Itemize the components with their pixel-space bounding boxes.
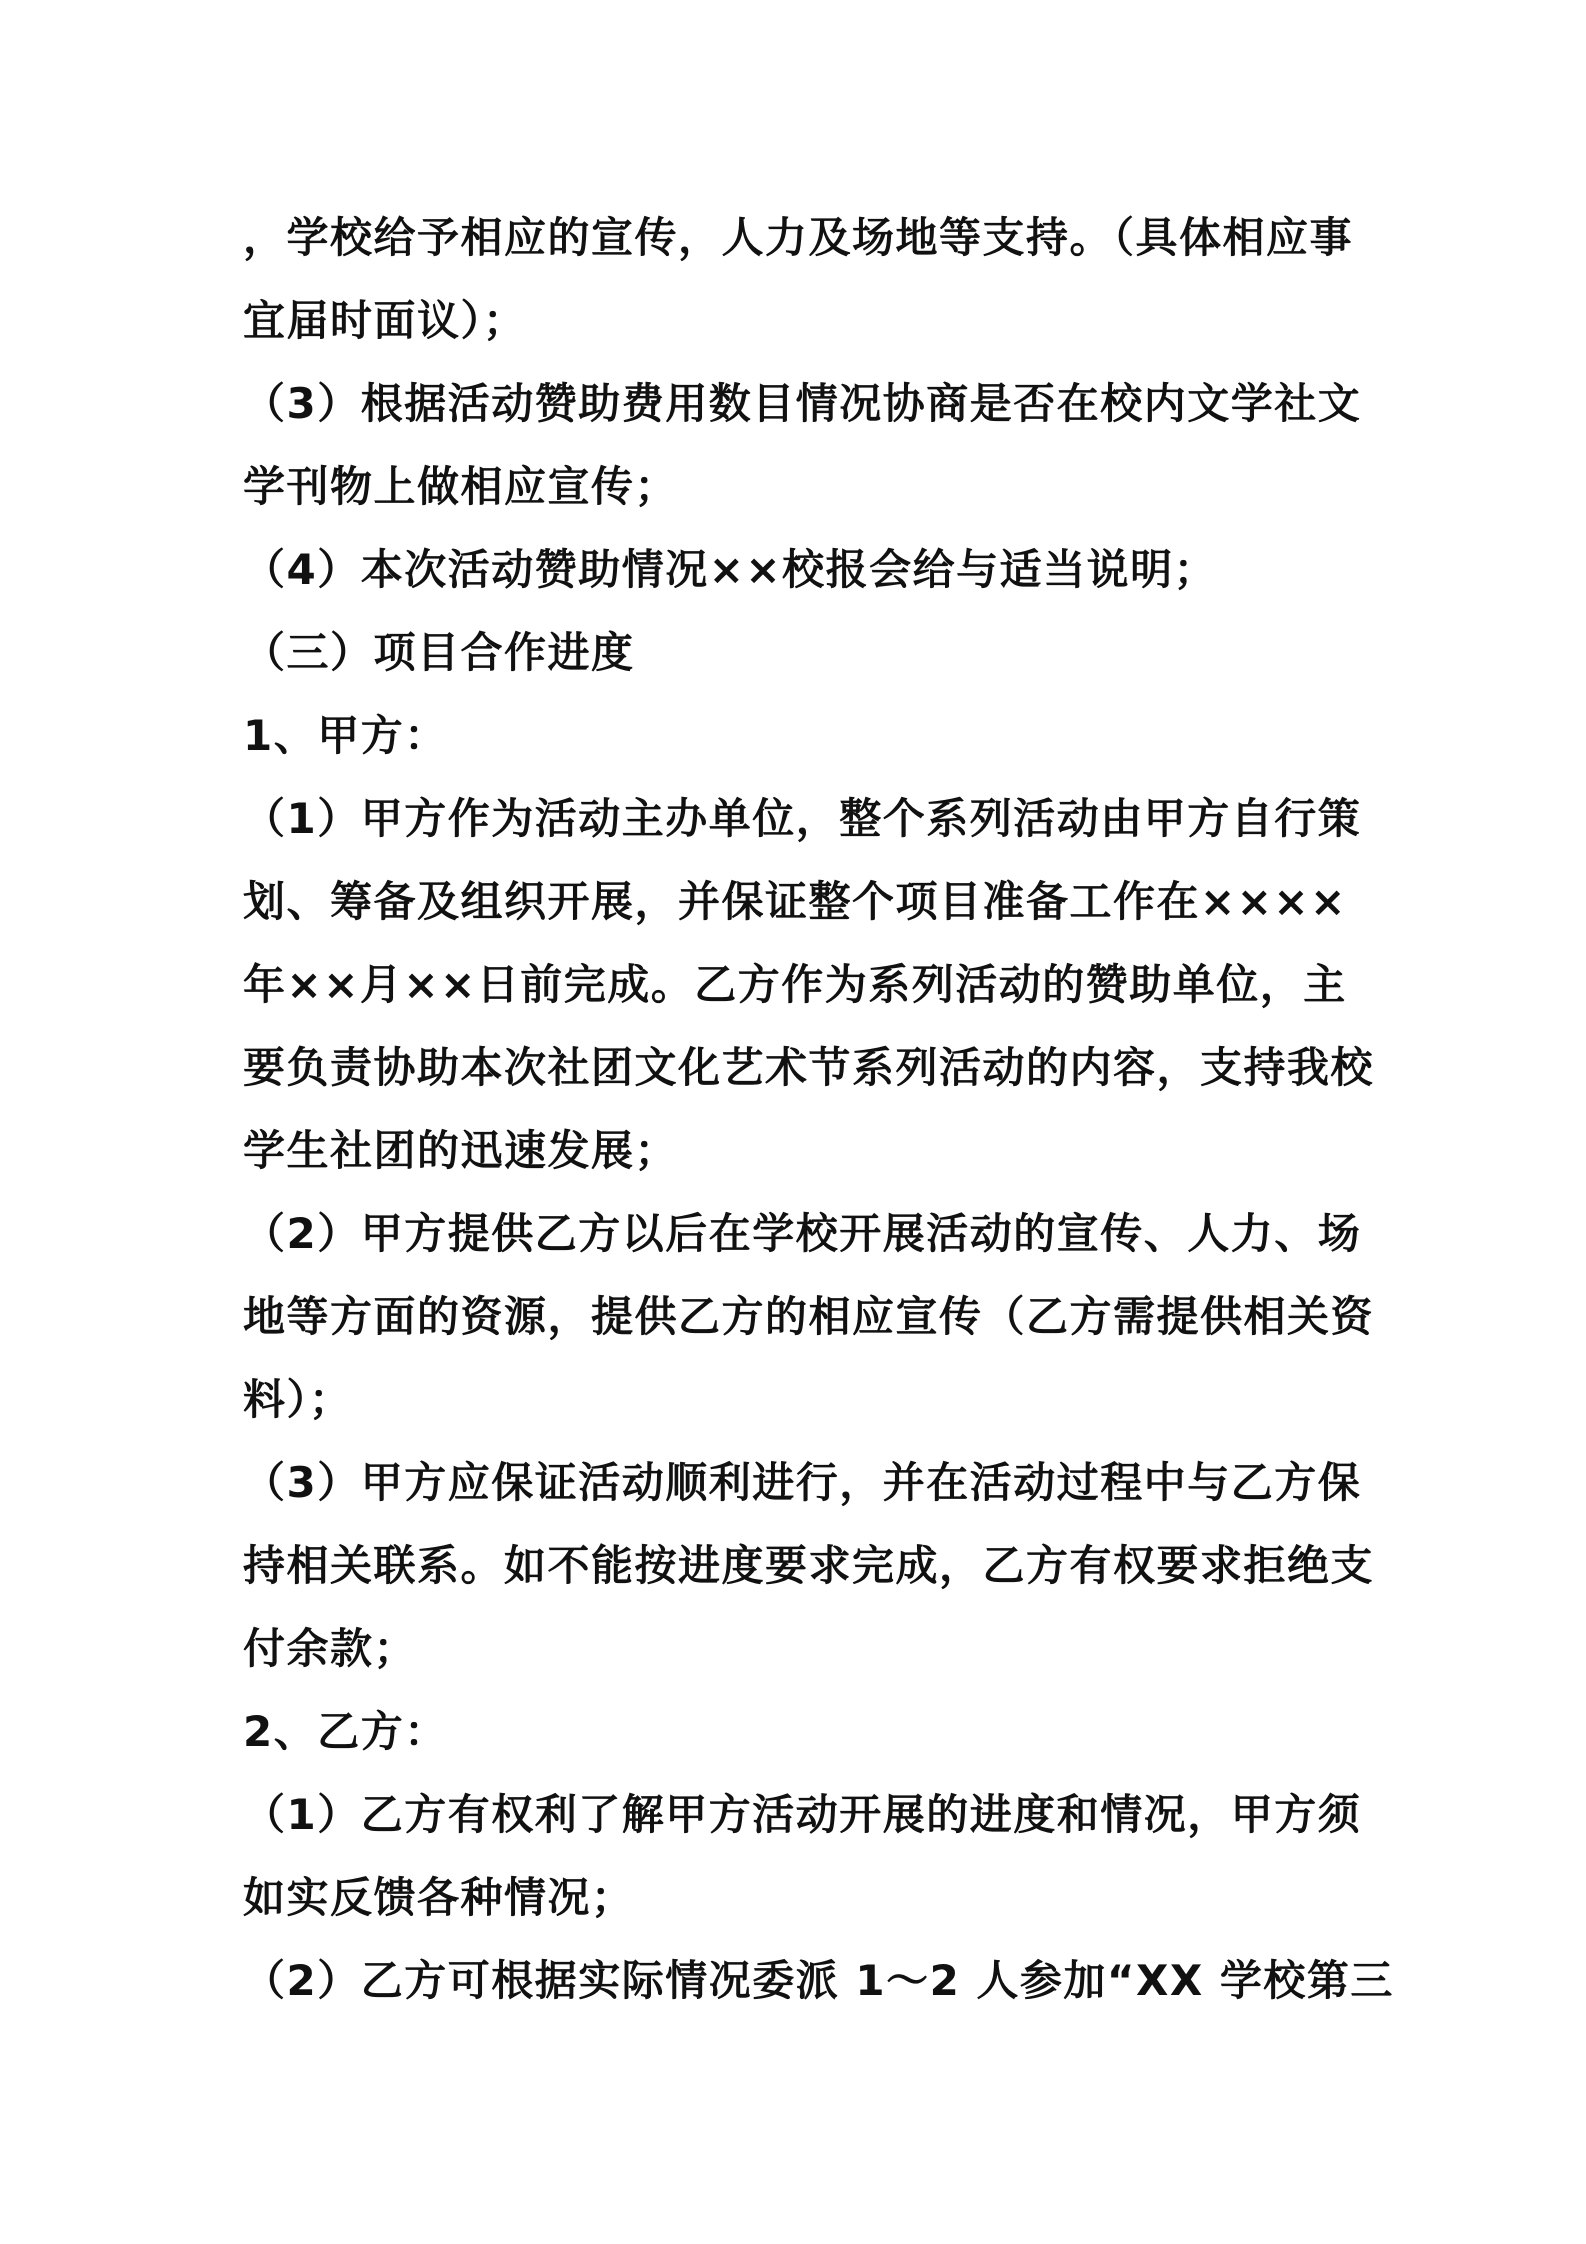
text-line: ，学校给予相应的宣传，人力及场地等支持。（具体相应事 bbox=[243, 213, 1354, 262]
subsection-heading: 1、甲方： bbox=[243, 711, 448, 760]
text-line: 付余款； bbox=[243, 1624, 418, 1673]
text-line: 学生社团的迅速发展； bbox=[243, 1126, 679, 1175]
text-line: （1）乙方有权利了解甲方活动开展的进度和情况，甲方须 bbox=[243, 1790, 1362, 1839]
text-line: （1）甲方作为活动主办单位，整个系列活动由甲方自行策 bbox=[243, 794, 1362, 843]
text-line: 地等方面的资源，提供乙方的相应宣传（乙方需提供相关资 bbox=[243, 1292, 1375, 1341]
text-line: 划、筹备及组织开展，并保证整个项目准备工作在×××× bbox=[243, 877, 1347, 926]
text-line: 如实反馈各种情况； bbox=[243, 1873, 635, 1922]
text-line: （2）乙方可根据实际情况委派 1～2 人参加“XX 学校第三 bbox=[243, 1956, 1394, 2005]
text-line: 持相关联系。如不能按进度要求完成，乙方有权要求拒绝支 bbox=[243, 1541, 1375, 1590]
text-line: 宜届时面议）； bbox=[243, 296, 527, 345]
text-line: （3）根据活动赞助费用数目情况协商是否在校内文学社文 bbox=[243, 379, 1362, 428]
text-line: 年××月××日前完成。乙方作为系列活动的赞助单位，主 bbox=[243, 960, 1347, 1009]
section-heading: （三）项目合作进度 bbox=[243, 628, 635, 677]
document-body bbox=[243, 196, 1394, 2022]
subsection-heading: 2、乙方： bbox=[243, 1707, 448, 1756]
text-line: （2）甲方提供乙方以后在学校开展活动的宣传、人力、场 bbox=[243, 1209, 1362, 1258]
text-line: 学刊物上做相应宣传； bbox=[243, 462, 679, 511]
text-line: （3）甲方应保证活动顺利进行，并在活动过程中与乙方保 bbox=[243, 1458, 1362, 1507]
text-line: （4）本次活动赞助情况××校报会给与适当说明； bbox=[243, 545, 1218, 594]
text-line: 料）； bbox=[243, 1375, 353, 1424]
text-line: 要负责协助本次社团文化艺术节系列活动的内容，支持我校 bbox=[243, 1043, 1375, 1092]
